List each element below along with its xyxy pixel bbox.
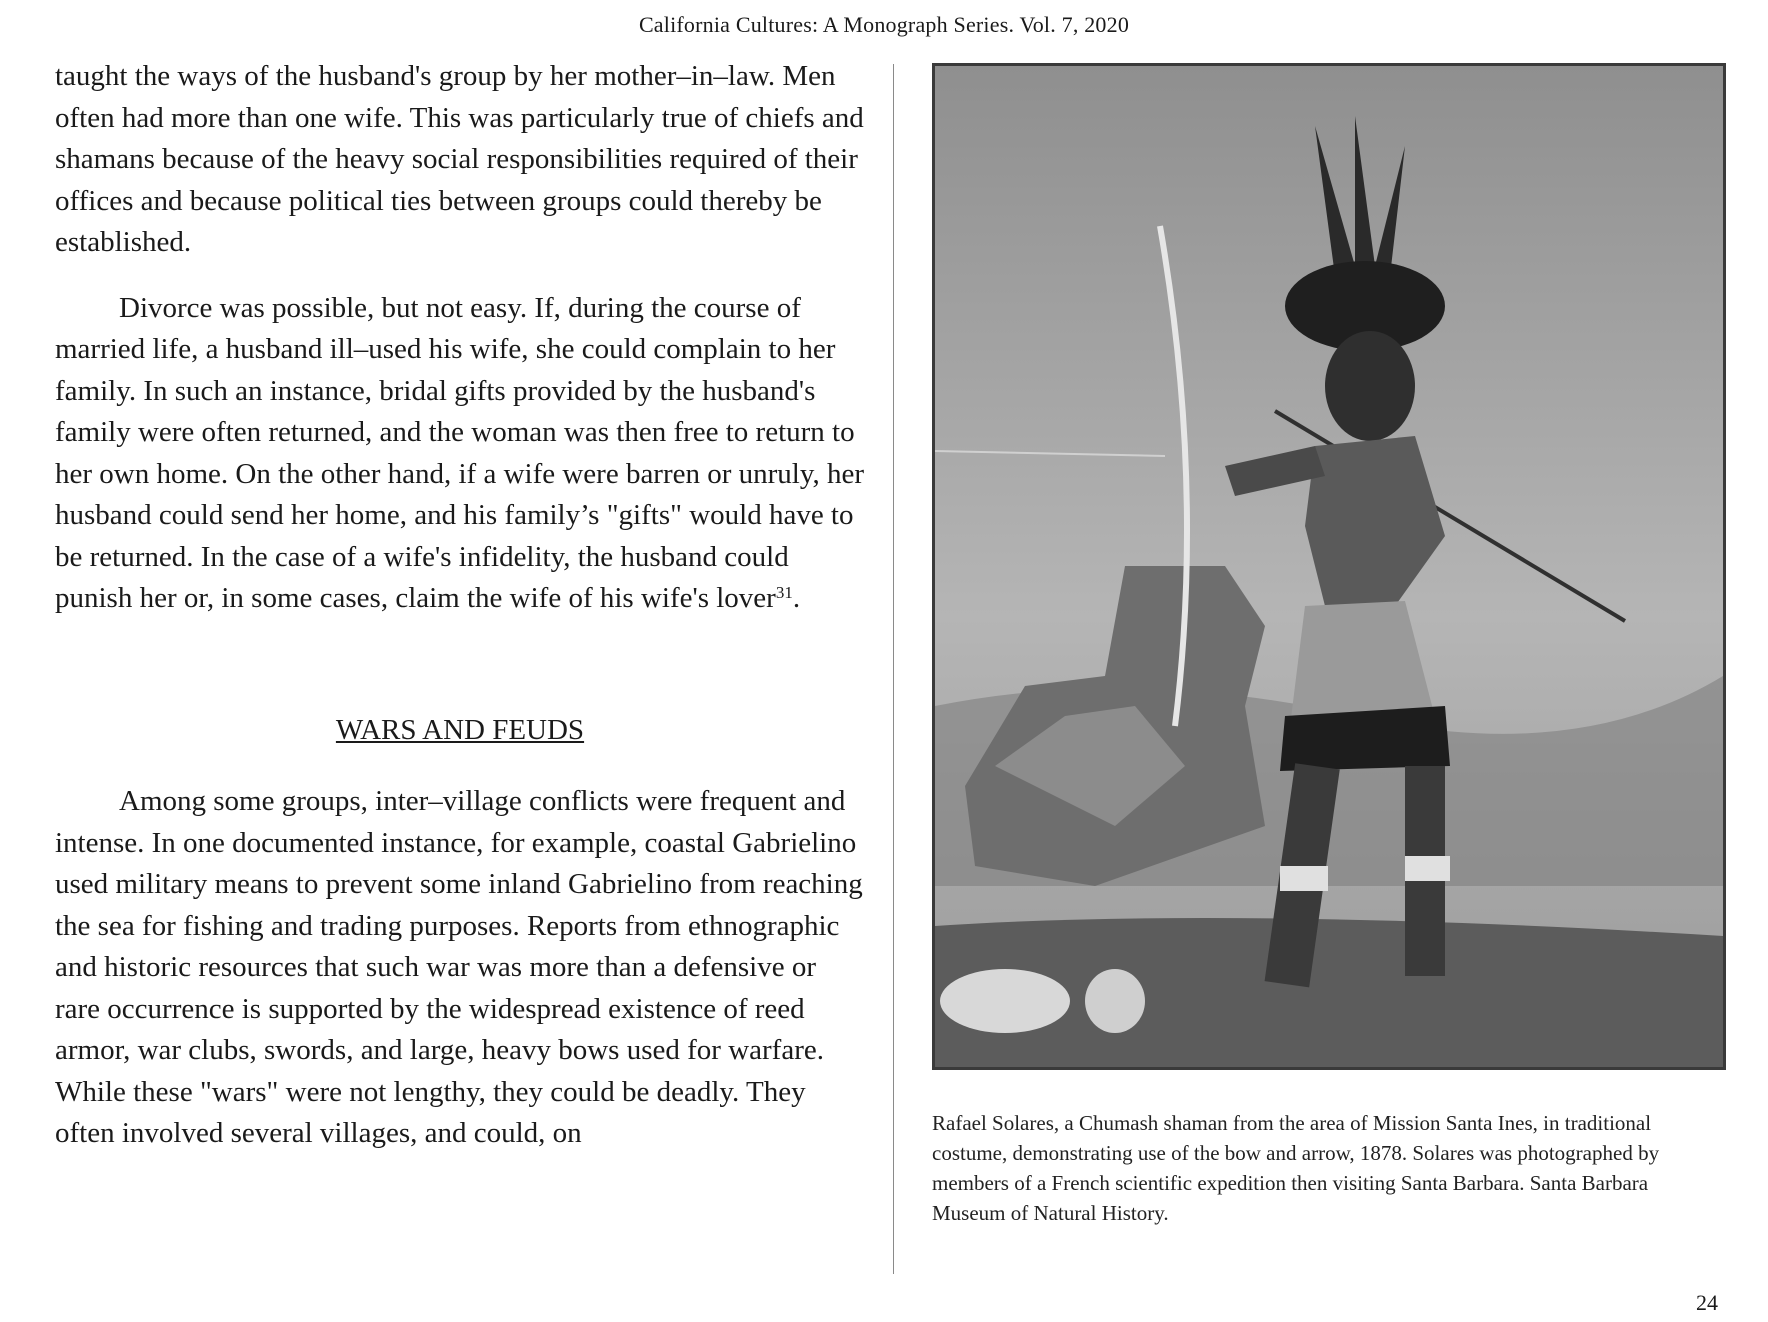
section-heading: WARS AND FEUDS <box>335 713 585 746</box>
body-paragraph: taught the ways of the husband's group by her mother–in–law. Men often had more than one wife. This was particularly true of chiefs and shamans because of the heavy social responsibilities required of their offices and because political ties between groups could thereby be established. <box>55 60 864 258</box>
photograph-illustration <box>935 66 1723 1067</box>
column-divider <box>893 64 894 1274</box>
page-number: 24 <box>1696 1290 1718 1315</box>
body-paragraph <box>55 288 865 620</box>
body-text-column <box>55 56 865 1155</box>
figure-caption: Rafael Solares, a Chumash shaman from the area of Mission Santa Ines, in traditional costume, demonstrating use of the bow and arrow, 1878. Solares was photographed by members of a French scientific expedition then visiting Santa Barbara. Santa Barbara Museum of Natural History. <box>932 1111 1660 1225</box>
paragraph-text: Divorce was possible, but not easy. If, during the course of married life, a husband ill–used his wife, she could complain to her family. In such an instance, bridal gifts provided by the husband's family were often returned, and the woman was then free to return to her own home. On the other hand, if a wife were barren or unruly, her husband could send her home, and his family’s "gifts" would have to be returned. In the case of a wife's infidelity, the husband could punish her or, in some cases, claim the wife of his wife's lover <box>55 291 865 614</box>
footnote-reference[interactable]: 31 <box>775 583 793 602</box>
paragraph-end-punctuation: . <box>792 582 801 614</box>
running-header: California Cultures: A Monograph Series. Vol. 7, 2020 <box>638 12 1130 37</box>
body-paragraph: Among some groups, inter–village conflicts were frequent and intense. In one documented instance, for example, coastal Gabrielino used military means to prevent some inland Gabrielino from reaching the sea for fishing and trading purposes. Reports from ethnographic and historic resources that such war was more than a defensive or rare occurrence is supported by the widespread existence of reed armor, war clubs, swords, and large, heavy bows used for warfare. While these "wars" were not lengthy, they could be deadly. They often involved several villages, and could, on <box>55 785 863 1149</box>
historic-photograph <box>932 63 1726 1070</box>
